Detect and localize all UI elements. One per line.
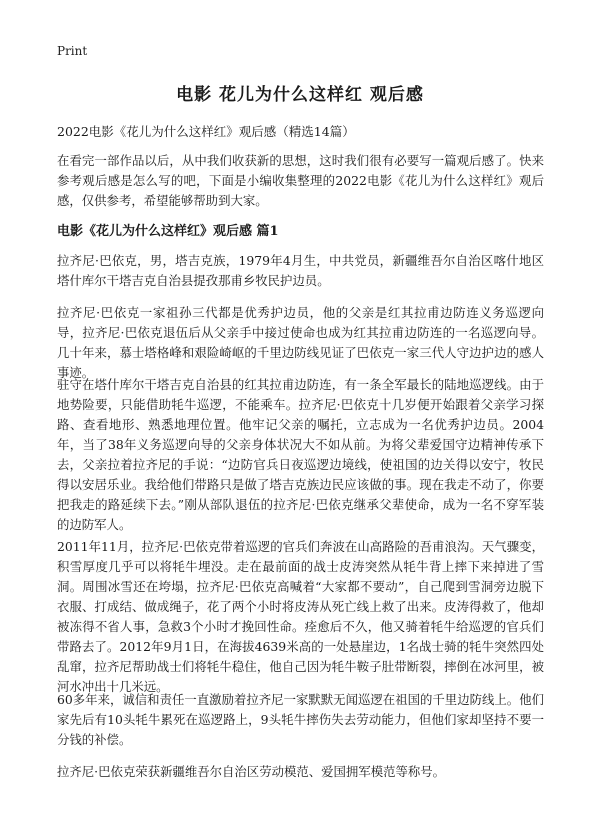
paragraph-4: 2011年11月，拉齐尼·巴依克带着巡逻的官兵们奔波在山高路险的吾甫浪沟。天气骤变，积雪厚度几乎可以将牦牛埋没。走在最前面的战士皮涛突然从牦牛背上摔下来掉进了雪洞。周围冰雪还在垮塌，拉齐尼·巴依克高喊着“大家都不要动”，自己爬到雪洞旁边脱下衣服、打成结、做成绳子，花了两个小时将皮涛从死亡线上救了出来。皮涛得救了，他却被冻得不省人事，急救3个小时才挽回性命。痊愈后不久，他又骑着牦牛给巡逻的官兵们带路去了。2012年9月1日，在海拔4639米高的一处悬崖边，1名战士骑的牦牛突然四处乱窜，拉齐尼帮助战士们将牦牛稳住，他自己因为牦牛鞍子肚带断裂，摔倒在冰河里，被河水冲出十几米远。: [57, 539, 544, 694]
document-title: 电影 花儿为什么这样红 观后感: [176, 85, 424, 105]
paragraph-5: 60多年来，诚信和责任一直激励着拉齐尼一家默默无闻巡逻在祖国的千里边防线上。他们家先后有10头牦牛累死在巡逻路上，9头牦牛摔伤失去劳动能力，但他们家却坚持不要一分钱的补偿。: [57, 692, 544, 747]
paragraph-3: 驻守在塔什库尔干塔吉克自治县的红其拉甫边防连，有一条全军最长的陆地巡逻线。由于地势险要，只能借助牦牛巡逻，不能乘车。拉齐尼·巴依克十几岁便开始跟着父亲学习探路、查看地形、熟悉地理位置。他牢记父亲的嘱托，立志成为一名优秀护边员。2004年，当了38年义务巡逻向导的父亲身体状况大不如从前。为将父辈爱国守边精神传承下去，父亲拉着拉齐尼的手说：“边防官兵日夜巡逻边境线，使祖国的边关得以安宁，牧民得以安居乐业。我给他们带路只是做了塔吉克族边民应该做的事。现在我走不动了，你要把我走的路延续下去。”刚从部队退伍的拉齐尼·巴依克继承父辈使命，成为一名不穿军装的边防军人。: [57, 377, 544, 532]
document-subtitle: 2022电影《花儿为什么这样红》观后感（精选14篇）: [57, 124, 355, 139]
paragraph-6: 拉齐尼·巴依克荣获新疆维吾尔自治区劳动模范、爱国拥军模范等称号。: [57, 764, 446, 779]
paragraph-1: 拉齐尼·巴依克，男，塔吉克族，1979年4月生，中共党员，新疆维吾尔自治区喀什地区塔什库尔干塔吉克自治县提孜那甫乡牧民护边员。: [57, 253, 544, 288]
paragraph-2: 拉齐尼·巴依克一家祖孙三代都是优秀护边员，他的父亲是红其拉甫边防连义务巡逻向导，拉齐尼·巴依克退伍后从父亲手中接过使命也成为红其拉甫边防连的一名巡逻向导。几十年来，慕士塔格峰和艰险崎岖的千里边防线见证了巴依克一家三代人守边护边的感人事迹。: [57, 305, 544, 380]
section-heading: 电影《花儿为什么这样红》观后感 篇1: [57, 224, 279, 239]
intro-paragraph: 在看完一部作品以后，从中我们收获新的思想，这时我们很有必要写一篇观后感了。快来参考观后感是怎么写的吧，下面是小编收集整理的2022电影《花儿为什么这样红》观后感，仅供参考，希望能够帮助到大家。: [57, 153, 544, 208]
print-link[interactable]: Print: [57, 44, 88, 58]
